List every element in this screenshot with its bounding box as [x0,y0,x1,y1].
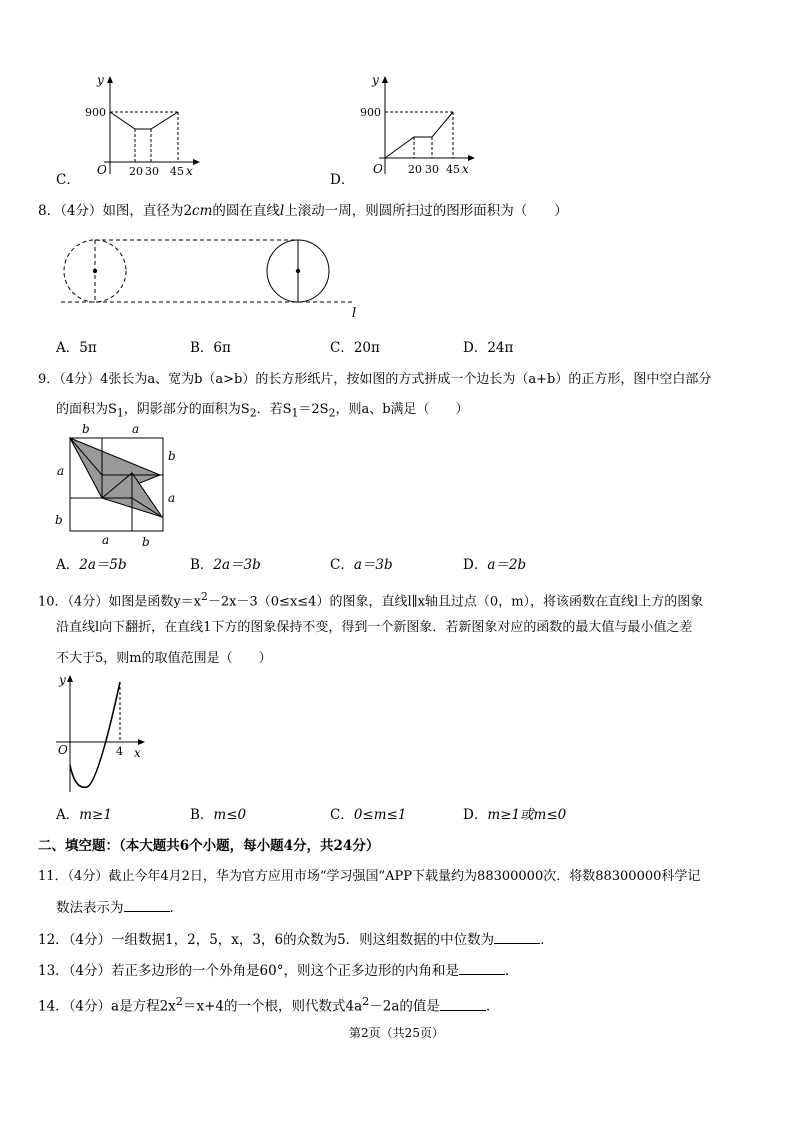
q7c-tick-45: 45 [170,165,184,178]
q10-tick-4: 4 [116,745,123,758]
q7c-tick-30: 30 [145,165,159,178]
q7d-tick-20: 20 [408,163,422,176]
q9-question-line1: 9．（4分）4张长为a、宽为b（a>b）的长方形纸片，按如图的方式拼成一个边长为（a+b）的正方形，图中空白部分 [38,372,712,387]
q14-question: 14．（4分）a是方程$2x^2=x+4$的一个根，则代数式$4a^2-2a$的值是 ． [38,995,500,1015]
q8-question: 8．（4分）如图，直径为2cm的圆在直线l上滚动一周，则圆所扫过的图形面积为（ ） [38,203,568,219]
q10-x-label: x [134,746,141,760]
q7d-tick-45: 45 [446,163,460,176]
q8-option-a[interactable]: A．5π [56,340,97,356]
q7-graph-d [355,74,485,184]
q13-answer-blank[interactable] [459,962,505,975]
q10-figure [50,670,160,795]
q7c-y-label: y [97,73,104,87]
q9-option-b[interactable]: B．2a＝3b [190,557,261,573]
q11-question-line1: 11．（4分）截止今年4月2日，华为官方应用市场“学习强国”APP下载量约为88300000次．将数88300000科学记 [38,869,701,884]
q10-option-d[interactable]: D．m≥1或m≤0 [463,807,567,823]
q11-answer-blank[interactable] [124,899,170,912]
q10-option-b[interactable]: B．m≤0 [190,807,247,823]
q10-question-line2: 沿直线l向下翻折，在直线1下方的图象保持不变，得到一个新图象．若新图象对应的函数的最大值与最小值之差 [56,620,693,635]
q8-line-label: l [352,306,357,321]
q8-option-b[interactable]: B．6π [190,340,231,356]
page-footer: 第2页（共25页） [349,1026,444,1040]
q9-left-b: b [55,513,63,527]
q7d-x-label: x [462,162,469,176]
q8-option-c[interactable]: C．20π [330,340,380,356]
q7-option-c-label: C． [56,172,80,188]
q7d-y-label: y [372,73,379,87]
q9-option-c[interactable]: C．a＝3b [330,557,393,573]
q9-option-d[interactable]: D．a＝2b [463,557,527,573]
q7-graph-c [80,74,210,184]
q7d-tick-30: 30 [425,163,439,176]
q10-question-line3: 不大于5，则m的取值范围是（ ） [56,651,272,666]
q9-right-b: b [168,449,176,463]
q8-option-d[interactable]: D．24π [463,340,514,356]
q7-option-d-label: D． [330,172,355,188]
q7d-y-tick: 900 [360,106,381,119]
q8-figure [55,235,375,325]
section2-heading: 二、填空题：（本大题共6个小题，每小题4分，共24分） [38,838,380,854]
q9-top-b: b [82,422,90,436]
q11-question-line2: 数法表示为 ． [56,900,183,916]
q10-option-a[interactable]: A．m≥1 [56,807,112,823]
q12-answer-blank[interactable] [494,931,540,944]
q9-right-a: a [168,491,176,505]
q10-option-c[interactable]: C．0≤m≤1 [330,807,407,823]
q9-left-a: a [57,464,65,478]
q9-top-a: a [132,422,140,436]
q10-origin: O [58,743,68,757]
q13-question: 13．（4分）若正多边形的一个外角是60°，则这个正多边形的内角和是 ． [38,963,519,979]
q9-figure [50,420,190,550]
q7d-origin: O [373,162,383,176]
q9-option-a[interactable]: A．2a＝5b [56,557,127,573]
q10-y-label: y [59,673,66,687]
q12-question: 12．（4分）一组数据1，2，5，x，3，6的众数为5．则这组数据的中位数为 ． [38,932,554,948]
q9-question-line2: 的面积为$S_1$，阴影部分的面积为$S_2$．若$S_1=2S_2$，则a、b满足（ ） [56,402,469,420]
q7c-x-label: x [186,164,193,178]
q9-bottom-b: b [142,535,150,549]
q10-question-line1: 10．（4分）如图是函数$y=x^2-2x-3(0\le x\le 4)$的图象，直线l∥x轴且过点（0，m），将该函数在直线l上方的图象 [38,590,704,610]
q9-bottom-a: a [102,533,110,547]
q7c-y-tick: 900 [85,106,106,119]
q7c-origin: O [97,163,107,177]
q7c-tick-20: 20 [129,165,143,178]
q14-answer-blank[interactable] [440,998,486,1011]
